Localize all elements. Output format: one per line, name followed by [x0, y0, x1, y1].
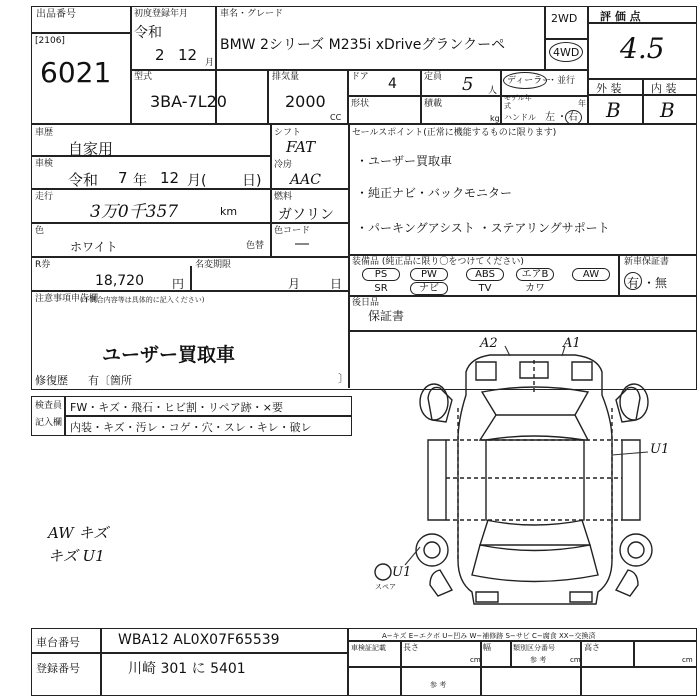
- inspection-month-unit: 月(: [187, 173, 207, 189]
- color-code-label: 色コード: [274, 226, 311, 236]
- drive-2wd: 2WD: [551, 12, 578, 25]
- history-value: 自家用: [68, 140, 114, 158]
- chassis-number: WBA12 AL0X07F65539: [118, 632, 280, 648]
- seats-unit: 人: [488, 86, 498, 96]
- model-year-label: モデル年式: [504, 94, 532, 110]
- seats: 5: [462, 74, 474, 95]
- first-reg-month: 12: [178, 46, 198, 64]
- month-unit: 月: [205, 58, 215, 68]
- damage-legend: A−キズ E−エクボ U−凹み W−補修跡 S−サビ C−腐食 XX−交換済: [382, 632, 596, 640]
- sales-point-1: ・ユーザー買取車: [356, 154, 453, 168]
- notes-label: 注意事項申告欄: [35, 294, 99, 304]
- mileage: 3万0千357: [90, 202, 179, 222]
- car-name: BMW 2シリーズ M235i xDriveグランクーペ: [220, 37, 506, 53]
- warranty-no: ・無: [643, 276, 668, 290]
- model-label: 型式: [134, 72, 153, 82]
- plate-number: 川崎 301 に 5401: [128, 661, 246, 677]
- after-value: 保証書: [368, 309, 405, 323]
- reference-label-2: 参 考: [430, 681, 447, 689]
- length-cm: cm: [470, 656, 481, 664]
- width-cm: cm: [570, 656, 581, 664]
- equipment-item: エアB: [516, 268, 554, 281]
- km-unit: km: [220, 205, 238, 218]
- ac-value: AAC: [290, 172, 321, 188]
- mark-u1-wheel: U1: [392, 565, 412, 580]
- mark-a1: A1: [563, 336, 581, 351]
- inspection-label: 車検: [35, 159, 54, 169]
- repair-label: 修復歴: [35, 374, 68, 387]
- equipment-label: 装備品 (純正品に限り〇をつけてください): [352, 257, 524, 267]
- sales-point-2: ・純正ナビ・バックモニター: [356, 186, 513, 200]
- size-label: 車検証記載: [351, 644, 386, 652]
- name-change-month: 月: [288, 277, 301, 291]
- inspect-row-1: FW・キズ・飛石・ヒビ割・リペア跡・×要: [70, 401, 283, 414]
- equipment-item: TV: [478, 283, 492, 294]
- overall-score: 4.5: [620, 32, 665, 65]
- reference-label-1: 参 考: [530, 656, 547, 664]
- equipment-item: PS: [362, 268, 400, 281]
- equipment-item: ナビ: [410, 282, 448, 295]
- color-code: ―: [295, 236, 309, 252]
- inspection-year: 7: [118, 169, 128, 187]
- shape-label: 形状: [351, 99, 370, 109]
- height-label: 高さ: [584, 643, 600, 652]
- equipment-item: カワ: [525, 283, 545, 294]
- handle-dot: ・: [557, 112, 567, 123]
- shift-label: シフト: [274, 128, 302, 138]
- equipment-item: SR: [374, 283, 388, 294]
- handwritten-note-2: キズ U1: [48, 547, 105, 565]
- lot-number: 6021: [40, 56, 112, 89]
- first-reg-era: 令和: [134, 25, 162, 41]
- recycle-amount: 18,720: [95, 273, 144, 289]
- chassis-label: 車台番号: [36, 636, 80, 649]
- warranty-yes: 有: [627, 276, 640, 290]
- fuel-value: ガソリン: [278, 207, 334, 223]
- lot-label: 出品番号: [36, 9, 76, 20]
- handle-label: ハンドル: [504, 113, 536, 122]
- color-label: 色: [35, 226, 45, 236]
- height-cm: cm: [682, 656, 693, 664]
- mark-a2: A2: [480, 336, 498, 351]
- handle-left: 左: [545, 112, 555, 123]
- yen-unit: 円: [172, 277, 185, 291]
- notes-text: ユーザー買取車: [102, 344, 236, 366]
- year-unit: 年: [578, 99, 586, 108]
- kg-unit: kg: [490, 114, 500, 123]
- repair-value: 有〔箇所: [88, 374, 132, 387]
- after-label: 後日品: [352, 298, 380, 308]
- interior-grade: B: [660, 98, 675, 122]
- displacement-label: 排気量: [272, 72, 300, 82]
- shift-value: FAT: [286, 138, 316, 156]
- inspector-label-2: 記入欄: [35, 418, 63, 428]
- seats-label: 定員: [424, 72, 443, 82]
- handwritten-note-1: AW キズ: [48, 524, 109, 542]
- cc-unit: CC: [330, 113, 342, 122]
- recolor-label: 色替: [246, 241, 265, 251]
- warranty-label: 新車保証書: [624, 257, 670, 267]
- equipment-item: PW: [410, 268, 448, 281]
- inspection-month: 12: [160, 169, 180, 187]
- recycle-label: R券: [35, 260, 51, 270]
- interior-label: 内 装: [651, 82, 677, 95]
- repair-close: 〕: [338, 372, 349, 385]
- first-reg-label: 初度登録年月: [134, 9, 189, 19]
- grade-label: 評 価 点: [600, 10, 641, 23]
- inspector-label-1: 検査員: [35, 401, 63, 411]
- exterior-grade: B: [606, 98, 621, 122]
- notes-sub: (不具合内容等は具体的に記入ください): [80, 296, 205, 304]
- load-label: 積載: [424, 99, 443, 109]
- class-number-label: 類別区分番号: [513, 644, 555, 652]
- model-code: 3BA-7L20: [150, 92, 227, 111]
- history-label: 車歴: [35, 128, 54, 138]
- equipment-item: AW: [572, 268, 610, 281]
- inspect-row-2: 内装・キズ・汚レ・コゲ・穴・スレ・キレ・破レ: [70, 421, 312, 434]
- dealer-label: ディーラー: [507, 76, 552, 86]
- inspection-year-unit: 年: [133, 173, 147, 189]
- spare-label: スペア: [375, 583, 396, 591]
- drive-4wd: 4WD: [553, 46, 580, 59]
- equipment-item: ABS: [466, 268, 504, 281]
- car-name-label: 車名・グレード: [220, 9, 284, 19]
- width-label: 幅: [483, 643, 491, 652]
- mileage-label: 走行: [35, 192, 54, 202]
- lot-sub: [2106]: [35, 36, 65, 46]
- doors: 4: [388, 76, 397, 92]
- inspection-day-unit: 日): [242, 173, 262, 189]
- handle-right: 右: [568, 112, 578, 123]
- displacement: 2000: [285, 92, 326, 111]
- color-value: ホワイト: [70, 240, 118, 254]
- inspection-era: 令和: [68, 171, 99, 189]
- first-reg-year: 2: [155, 46, 165, 64]
- doors-label: ドア: [351, 72, 369, 82]
- parallel-label: ・並行: [548, 76, 576, 86]
- mark-u1-side: U1: [650, 442, 670, 457]
- exterior-label: 外 装: [596, 82, 622, 95]
- length-label: 長さ: [403, 643, 419, 652]
- sales-point-3: ・パーキングアシスト ・ステアリングサポート: [356, 221, 610, 235]
- plate-label: 登録番号: [36, 662, 80, 675]
- sales-points-label: セールスポイント(正常に機能するものに限ります): [352, 128, 557, 138]
- name-change-day: 日: [330, 277, 343, 291]
- ac-label: 冷房: [274, 160, 293, 170]
- fuel-label: 燃料: [274, 192, 293, 202]
- name-change-label: 名変期限: [195, 260, 232, 270]
